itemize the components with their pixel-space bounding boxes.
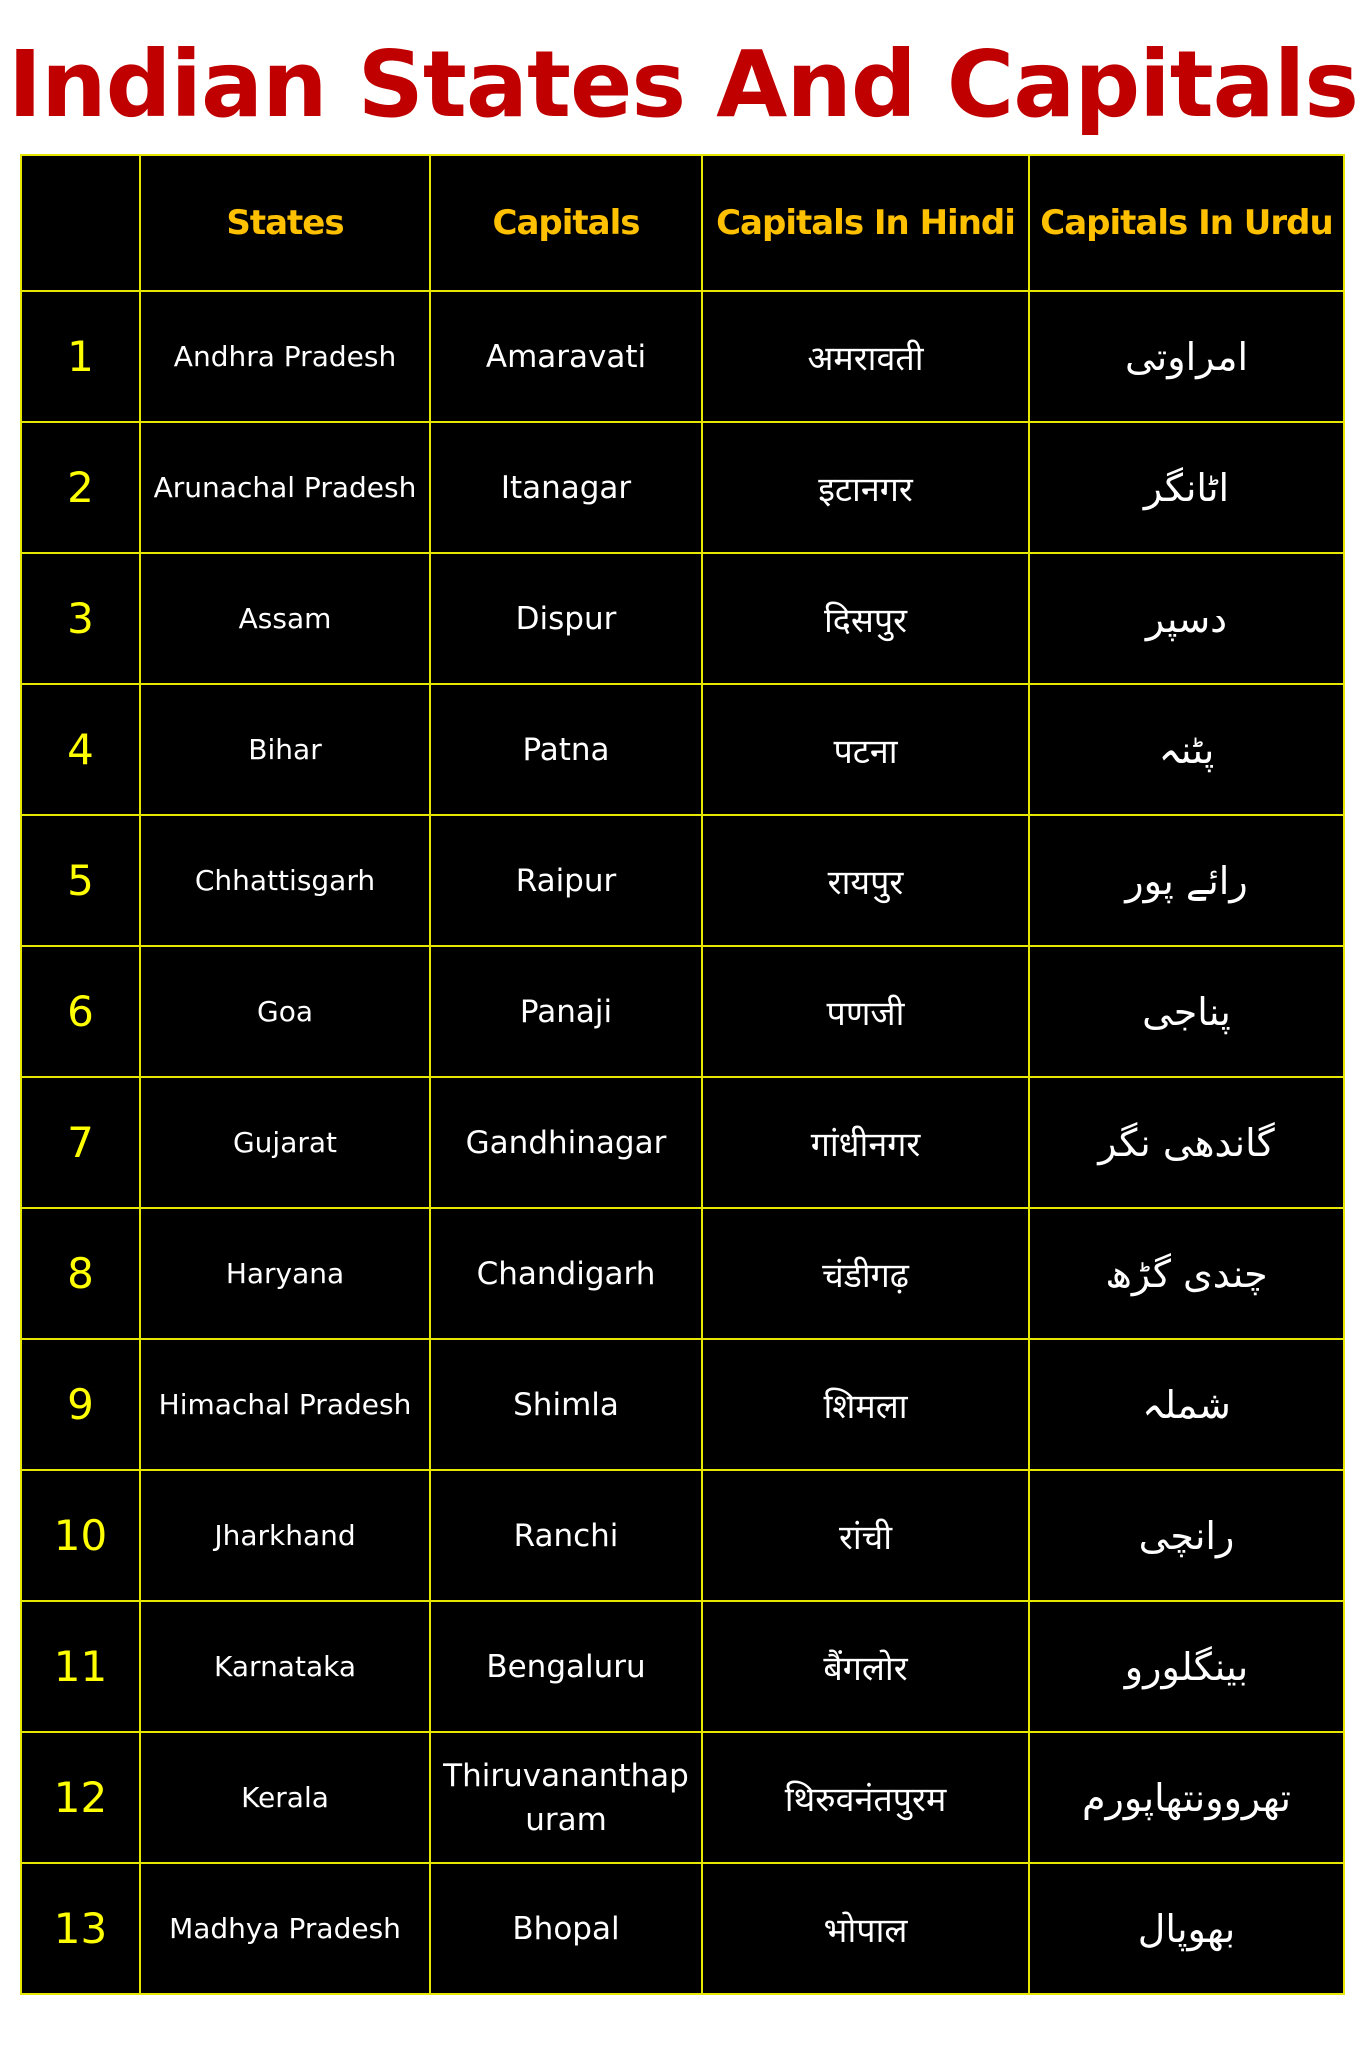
capital-hindi: रांची <box>702 1470 1029 1601</box>
capital-hindi: इटानगर <box>702 422 1029 553</box>
header-states: States <box>140 155 430 291</box>
table-row <box>21 1470 1344 1601</box>
capital-name: Ranchi <box>430 1470 702 1601</box>
capital-urdu: دسپر <box>1029 553 1344 684</box>
state-name: Jharkhand <box>140 1470 430 1601</box>
capital-hindi: थिरुवनंतपुरम <box>702 1732 1029 1863</box>
capital-name: Bhopal <box>430 1863 702 1994</box>
row-number: 6 <box>21 946 140 1077</box>
table-row <box>21 1339 1344 1470</box>
capital-urdu: اٹانگر <box>1029 422 1344 553</box>
capital-urdu: رائے پور <box>1029 815 1344 946</box>
capital-hindi: पणजी <box>702 946 1029 1077</box>
table-row <box>21 553 1344 684</box>
capital-name: Panaji <box>430 946 702 1077</box>
capital-name: Raipur <box>430 815 702 946</box>
state-name: Bihar <box>140 684 430 815</box>
row-number: 1 <box>21 291 140 422</box>
capital-name: Bengaluru <box>430 1601 702 1732</box>
capital-urdu: پٹنہ <box>1029 684 1344 815</box>
header-capitals-hindi: Capitals In Hindi <box>702 155 1029 291</box>
capital-name: Shimla <box>430 1339 702 1470</box>
capital-name: Gandhinagar <box>430 1077 702 1208</box>
capital-hindi: दिसपुर <box>702 553 1029 684</box>
capital-name: Chandigarh <box>430 1208 702 1339</box>
state-name: Arunachal Pradesh <box>140 422 430 553</box>
header-row <box>21 155 1344 291</box>
capital-urdu: امراوتی <box>1029 291 1344 422</box>
row-number: 3 <box>21 553 140 684</box>
row-number: 9 <box>21 1339 140 1470</box>
capital-hindi: बैंगलोर <box>702 1601 1029 1732</box>
capital-name: Patna <box>430 684 702 815</box>
state-name: Assam <box>140 553 430 684</box>
row-number: 5 <box>21 815 140 946</box>
table-row <box>21 1732 1344 1863</box>
state-name: Karnataka <box>140 1601 430 1732</box>
table-row <box>21 815 1344 946</box>
capital-name: Amaravati <box>430 291 702 422</box>
capital-hindi: अमरावती <box>702 291 1029 422</box>
capital-hindi: गांधीनगर <box>702 1077 1029 1208</box>
states-capitals-table <box>20 154 1345 1995</box>
table-row <box>21 1601 1344 1732</box>
capital-name: Dispur <box>430 553 702 684</box>
capital-hindi: चंडीगढ़ <box>702 1208 1029 1339</box>
state-name: Andhra Pradesh <box>140 291 430 422</box>
table-row <box>21 946 1344 1077</box>
state-name: Chhattisgarh <box>140 815 430 946</box>
state-name: Himachal Pradesh <box>140 1339 430 1470</box>
row-number: 2 <box>21 422 140 553</box>
row-number: 11 <box>21 1601 140 1732</box>
capital-urdu: تھروونتھاپورم <box>1029 1732 1344 1863</box>
capital-urdu: بینگلورو <box>1029 1601 1344 1732</box>
state-name: Madhya Pradesh <box>140 1863 430 1994</box>
capital-urdu: گاندھی نگر <box>1029 1077 1344 1208</box>
row-number: 7 <box>21 1077 140 1208</box>
state-name: Kerala <box>140 1732 430 1863</box>
table-row <box>21 1208 1344 1339</box>
row-number: 10 <box>21 1470 140 1601</box>
capital-name: Thiruvananthap uram <box>430 1732 702 1863</box>
capital-hindi: पटना <box>702 684 1029 815</box>
state-name: Goa <box>140 946 430 1077</box>
row-number: 12 <box>21 1732 140 1863</box>
table-row <box>21 422 1344 553</box>
capital-urdu: بھوپال <box>1029 1863 1344 1994</box>
capital-urdu: چندی گڑھ <box>1029 1208 1344 1339</box>
state-name: Haryana <box>140 1208 430 1339</box>
page-title: Indian States And Capitals <box>7 31 1359 138</box>
capital-urdu: رانچی <box>1029 1470 1344 1601</box>
table-row <box>21 684 1344 815</box>
capital-hindi: शिमला <box>702 1339 1029 1470</box>
header-capitals-urdu: Capitals In Urdu <box>1029 155 1344 291</box>
capital-urdu: شملہ <box>1029 1339 1344 1470</box>
table-row <box>21 291 1344 422</box>
row-number: 13 <box>21 1863 140 1994</box>
table-row <box>21 1077 1344 1208</box>
capital-hindi: रायपुर <box>702 815 1029 946</box>
table-row <box>21 1863 1344 1994</box>
header-capitals: Capitals <box>430 155 702 291</box>
capital-hindi: भोपाल <box>702 1863 1029 1994</box>
header-number <box>21 155 140 291</box>
capital-urdu: پناجی <box>1029 946 1344 1077</box>
capital-name: Itanagar <box>430 422 702 553</box>
state-name: Gujarat <box>140 1077 430 1208</box>
row-number: 4 <box>21 684 140 815</box>
row-number: 8 <box>21 1208 140 1339</box>
